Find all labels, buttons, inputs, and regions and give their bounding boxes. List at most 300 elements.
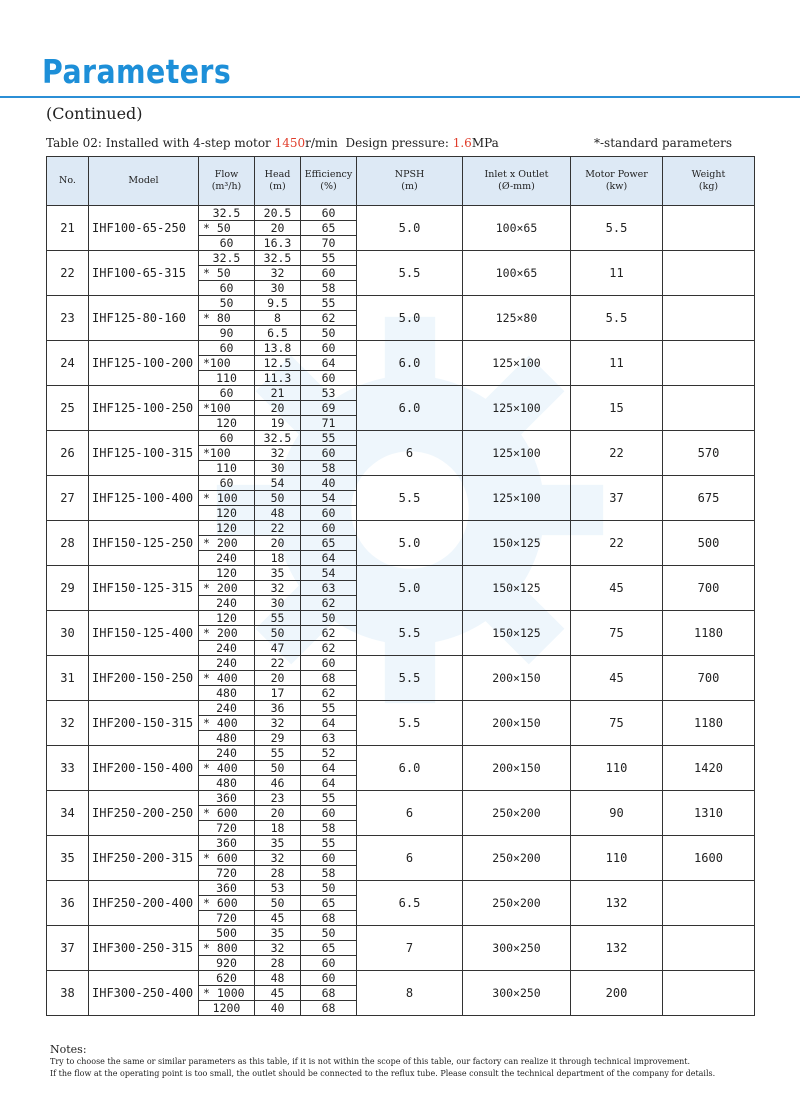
- model-cell: IHF125-100-400: [89, 476, 199, 521]
- head-cell: 32: [255, 851, 301, 866]
- col-header: No.: [47, 157, 89, 206]
- flow-cell: 60: [199, 386, 255, 401]
- model-cell: IHF125-80-160: [89, 296, 199, 341]
- head-cell: 35: [255, 566, 301, 581]
- flow-cell: * 50: [199, 266, 255, 281]
- flow-cell: * 600: [199, 896, 255, 911]
- flow-cell: 120: [199, 521, 255, 536]
- inlet-outlet-cell: 250×200: [463, 836, 571, 881]
- flow-cell: * 800: [199, 941, 255, 956]
- flow-cell: 60: [199, 431, 255, 446]
- flow-cell: 240: [199, 656, 255, 671]
- npsh-cell: 5.5: [357, 251, 463, 296]
- efficiency-cell: 60: [301, 506, 357, 521]
- row-number: 22: [47, 251, 89, 296]
- head-cell: 13.8: [255, 341, 301, 356]
- inlet-outlet-cell: 200×150: [463, 656, 571, 701]
- head-cell: 20: [255, 671, 301, 686]
- npsh-cell: 6: [357, 791, 463, 836]
- inlet-outlet-cell: 150×125: [463, 611, 571, 656]
- table-row: [47, 251, 755, 266]
- efficiency-cell: 64: [301, 761, 357, 776]
- motor-power-cell: 110: [571, 746, 663, 791]
- head-cell: 20: [255, 221, 301, 236]
- table-row: [47, 836, 755, 851]
- head-cell: 32.5: [255, 431, 301, 446]
- npsh-cell: 7: [357, 926, 463, 971]
- model-cell: IHF100-65-315: [89, 251, 199, 296]
- col-header: Head (m): [255, 157, 301, 206]
- efficiency-cell: 60: [301, 971, 357, 986]
- row-number: 33: [47, 746, 89, 791]
- efficiency-cell: 60: [301, 956, 357, 971]
- efficiency-cell: 63: [301, 731, 357, 746]
- motor-power-cell: 15: [571, 386, 663, 431]
- flow-cell: 120: [199, 611, 255, 626]
- efficiency-cell: 64: [301, 356, 357, 371]
- inlet-outlet-cell: 125×100: [463, 386, 571, 431]
- efficiency-cell: 53: [301, 386, 357, 401]
- speed-unit: r/min: [305, 136, 338, 150]
- npsh-cell: 5.5: [357, 701, 463, 746]
- inlet-outlet-cell: 250×200: [463, 791, 571, 836]
- npsh-cell: 6.0: [357, 746, 463, 791]
- flow-cell: * 1000: [199, 986, 255, 1001]
- table-row: [47, 656, 755, 671]
- page-title: Parameters: [42, 52, 232, 91]
- table-header-row: [47, 157, 755, 206]
- npsh-cell: 6.0: [357, 386, 463, 431]
- npsh-cell: 5.5: [357, 476, 463, 521]
- model-cell: IHF200-150-400: [89, 746, 199, 791]
- flow-cell: 60: [199, 341, 255, 356]
- flow-cell: 120: [199, 416, 255, 431]
- table-row: [47, 521, 755, 536]
- efficiency-cell: 52: [301, 746, 357, 761]
- head-cell: 55: [255, 746, 301, 761]
- col-header: Inlet x Outlet (Ø-mm): [463, 157, 571, 206]
- efficiency-cell: 62: [301, 686, 357, 701]
- head-cell: 40: [255, 1001, 301, 1016]
- col-header: Weight (kg): [663, 157, 755, 206]
- head-cell: 19: [255, 416, 301, 431]
- head-cell: 12.5: [255, 356, 301, 371]
- model-cell: IHF125-100-250: [89, 386, 199, 431]
- head-cell: 22: [255, 656, 301, 671]
- efficiency-cell: 50: [301, 611, 357, 626]
- pressure-value: 1.6: [452, 136, 472, 150]
- flow-cell: 60: [199, 236, 255, 251]
- efficiency-cell: 65: [301, 896, 357, 911]
- flow-cell: 240: [199, 746, 255, 761]
- weight-cell: 1420: [663, 746, 755, 791]
- motor-power-cell: 11: [571, 341, 663, 386]
- weight-cell: 675: [663, 476, 755, 521]
- head-cell: 55: [255, 611, 301, 626]
- note-line: Try to choose the same or similar parameters as this table, if it is not within the scope of this table, our factory can realize it through technical improvement.: [50, 1057, 691, 1066]
- head-cell: 53: [255, 881, 301, 896]
- head-cell: 32: [255, 266, 301, 281]
- efficiency-cell: 68: [301, 986, 357, 1001]
- head-cell: 28: [255, 866, 301, 881]
- weight-cell: 1600: [663, 836, 755, 881]
- table-row: [47, 476, 755, 491]
- efficiency-cell: 60: [301, 206, 357, 221]
- flow-cell: 240: [199, 701, 255, 716]
- head-cell: 45: [255, 986, 301, 1001]
- efficiency-cell: 40: [301, 476, 357, 491]
- head-cell: 30: [255, 596, 301, 611]
- efficiency-cell: 65: [301, 221, 357, 236]
- flow-cell: 360: [199, 791, 255, 806]
- pressure-unit: MPa: [471, 136, 499, 150]
- row-number: 25: [47, 386, 89, 431]
- efficiency-cell: 54: [301, 491, 357, 506]
- flow-cell: * 50: [199, 221, 255, 236]
- npsh-cell: 5.0: [357, 206, 463, 251]
- motor-power-cell: 132: [571, 881, 663, 926]
- efficiency-cell: 60: [301, 446, 357, 461]
- motor-power-cell: 90: [571, 791, 663, 836]
- row-number: 24: [47, 341, 89, 386]
- title-divider: [0, 96, 800, 98]
- head-cell: 32: [255, 581, 301, 596]
- efficiency-cell: 55: [301, 836, 357, 851]
- flow-cell: 90: [199, 326, 255, 341]
- efficiency-cell: 60: [301, 266, 357, 281]
- flow-cell: 480: [199, 731, 255, 746]
- npsh-cell: 5.0: [357, 296, 463, 341]
- npsh-cell: 6: [357, 836, 463, 881]
- table-row: [47, 746, 755, 761]
- row-number: 37: [47, 926, 89, 971]
- head-cell: 32: [255, 941, 301, 956]
- table-row: [47, 431, 755, 446]
- table-row: [47, 611, 755, 626]
- efficiency-cell: 55: [301, 701, 357, 716]
- head-cell: 30: [255, 461, 301, 476]
- table-row: [47, 386, 755, 401]
- head-cell: 20: [255, 806, 301, 821]
- head-cell: 22: [255, 521, 301, 536]
- notes-heading: Notes:: [50, 1043, 87, 1056]
- flow-cell: 32.5: [199, 206, 255, 221]
- flow-cell: * 200: [199, 581, 255, 596]
- efficiency-cell: 64: [301, 716, 357, 731]
- head-cell: 17: [255, 686, 301, 701]
- flow-cell: * 600: [199, 851, 255, 866]
- speed-value: 1450: [274, 136, 306, 150]
- flow-cell: 240: [199, 551, 255, 566]
- col-header: Flow (m³/h): [199, 157, 255, 206]
- inlet-outlet-cell: 150×125: [463, 566, 571, 611]
- head-cell: 32: [255, 446, 301, 461]
- efficiency-cell: 60: [301, 806, 357, 821]
- table-body: [47, 206, 755, 1016]
- model-cell: IHF250-200-400: [89, 881, 199, 926]
- col-header: Motor Power (kw): [571, 157, 663, 206]
- motor-power-cell: 5.5: [571, 206, 663, 251]
- flow-cell: 720: [199, 911, 255, 926]
- row-number: 23: [47, 296, 89, 341]
- flow-cell: 500: [199, 926, 255, 941]
- head-cell: 30: [255, 281, 301, 296]
- standard-note: *-standard parameters: [594, 136, 733, 150]
- flow-cell: 120: [199, 566, 255, 581]
- head-cell: 54: [255, 476, 301, 491]
- efficiency-cell: 64: [301, 776, 357, 791]
- efficiency-cell: 62: [301, 626, 357, 641]
- efficiency-cell: 62: [301, 596, 357, 611]
- flow-cell: * 400: [199, 716, 255, 731]
- flow-cell: 480: [199, 686, 255, 701]
- notes: [50, 1044, 715, 1080]
- weight-cell: 570: [663, 431, 755, 476]
- flow-cell: 620: [199, 971, 255, 986]
- head-cell: 8: [255, 311, 301, 326]
- head-cell: 21: [255, 386, 301, 401]
- flow-cell: 110: [199, 371, 255, 386]
- flow-cell: *100: [199, 356, 255, 371]
- head-cell: 20: [255, 536, 301, 551]
- flow-cell: 920: [199, 956, 255, 971]
- head-cell: 23: [255, 791, 301, 806]
- flow-cell: * 100: [199, 491, 255, 506]
- model-cell: IHF125-100-315: [89, 431, 199, 476]
- efficiency-cell: 60: [301, 656, 357, 671]
- inlet-outlet-cell: 200×150: [463, 746, 571, 791]
- flow-cell: 60: [199, 281, 255, 296]
- model-cell: IHF300-250-315: [89, 926, 199, 971]
- model-cell: IHF250-200-250: [89, 791, 199, 836]
- flow-cell: 110: [199, 461, 255, 476]
- efficiency-cell: 55: [301, 296, 357, 311]
- motor-power-cell: 37: [571, 476, 663, 521]
- motor-power-cell: 110: [571, 836, 663, 881]
- head-cell: 35: [255, 836, 301, 851]
- row-number: 29: [47, 566, 89, 611]
- row-number: 30: [47, 611, 89, 656]
- efficiency-cell: 60: [301, 341, 357, 356]
- inlet-outlet-cell: 125×100: [463, 431, 571, 476]
- head-cell: 28: [255, 956, 301, 971]
- row-number: 31: [47, 656, 89, 701]
- row-number: 36: [47, 881, 89, 926]
- efficiency-cell: 71: [301, 416, 357, 431]
- caption-prefix: Table 02: Installed with 4-step motor: [46, 136, 275, 150]
- head-cell: 45: [255, 911, 301, 926]
- row-number: 35: [47, 836, 89, 881]
- npsh-cell: 6: [357, 431, 463, 476]
- efficiency-cell: 69: [301, 401, 357, 416]
- motor-power-cell: 132: [571, 926, 663, 971]
- model-cell: IHF125-100-200: [89, 341, 199, 386]
- inlet-outlet-cell: 100×65: [463, 206, 571, 251]
- head-cell: 48: [255, 971, 301, 986]
- head-cell: 46: [255, 776, 301, 791]
- flow-cell: 240: [199, 641, 255, 656]
- weight-cell: 1310: [663, 791, 755, 836]
- inlet-outlet-cell: 125×100: [463, 341, 571, 386]
- subtitle: (Continued): [46, 104, 143, 123]
- flow-cell: 360: [199, 836, 255, 851]
- motor-power-cell: 200: [571, 971, 663, 1016]
- row-number: 32: [47, 701, 89, 746]
- head-cell: 50: [255, 761, 301, 776]
- flow-cell: 50: [199, 296, 255, 311]
- head-cell: 6.5: [255, 326, 301, 341]
- head-cell: 20: [255, 401, 301, 416]
- weight-cell: [663, 341, 755, 386]
- col-header: NPSH (m): [357, 157, 463, 206]
- efficiency-cell: 54: [301, 566, 357, 581]
- weight-cell: [663, 881, 755, 926]
- head-cell: 32: [255, 716, 301, 731]
- npsh-cell: 5.0: [357, 566, 463, 611]
- inlet-outlet-cell: 100×65: [463, 251, 571, 296]
- model-cell: IHF100-65-250: [89, 206, 199, 251]
- head-cell: 48: [255, 506, 301, 521]
- efficiency-cell: 70: [301, 236, 357, 251]
- model-cell: IHF200-150-315: [89, 701, 199, 746]
- model-cell: IHF150-125-400: [89, 611, 199, 656]
- table-row: [47, 881, 755, 896]
- flow-cell: *100: [199, 401, 255, 416]
- head-cell: 11.3: [255, 371, 301, 386]
- efficiency-cell: 55: [301, 791, 357, 806]
- table-row: [47, 566, 755, 581]
- efficiency-cell: 68: [301, 911, 357, 926]
- row-number: 28: [47, 521, 89, 566]
- inlet-outlet-cell: 250×200: [463, 881, 571, 926]
- inlet-outlet-cell: 125×100: [463, 476, 571, 521]
- inlet-outlet-cell: 300×250: [463, 926, 571, 971]
- weight-cell: [663, 386, 755, 431]
- inlet-outlet-cell: 125×80: [463, 296, 571, 341]
- model-cell: IHF150-125-315: [89, 566, 199, 611]
- motor-power-cell: 75: [571, 611, 663, 656]
- head-cell: 50: [255, 491, 301, 506]
- motor-power-cell: 45: [571, 566, 663, 611]
- flow-cell: * 80: [199, 311, 255, 326]
- head-cell: 50: [255, 626, 301, 641]
- col-header: Efficiency (%): [301, 157, 357, 206]
- efficiency-cell: 58: [301, 461, 357, 476]
- weight-cell: 700: [663, 566, 755, 611]
- weight-cell: [663, 251, 755, 296]
- flow-cell: 32.5: [199, 251, 255, 266]
- row-number: 26: [47, 431, 89, 476]
- efficiency-cell: 50: [301, 881, 357, 896]
- table-row: [47, 926, 755, 941]
- head-cell: 47: [255, 641, 301, 656]
- weight-cell: [663, 926, 755, 971]
- flow-cell: 60: [199, 476, 255, 491]
- head-cell: 9.5: [255, 296, 301, 311]
- model-cell: IHF300-250-400: [89, 971, 199, 1016]
- efficiency-cell: 62: [301, 311, 357, 326]
- inlet-outlet-cell: 200×150: [463, 701, 571, 746]
- efficiency-cell: 55: [301, 431, 357, 446]
- efficiency-cell: 63: [301, 581, 357, 596]
- head-cell: 32.5: [255, 251, 301, 266]
- efficiency-cell: 50: [301, 326, 357, 341]
- flow-cell: * 600: [199, 806, 255, 821]
- motor-power-cell: 11: [571, 251, 663, 296]
- flow-cell: * 200: [199, 626, 255, 641]
- efficiency-cell: 65: [301, 536, 357, 551]
- efficiency-cell: 58: [301, 821, 357, 836]
- model-cell: IHF250-200-315: [89, 836, 199, 881]
- parameters-table: [46, 156, 755, 1016]
- weight-cell: 700: [663, 656, 755, 701]
- npsh-cell: 8: [357, 971, 463, 1016]
- npsh-cell: 6.0: [357, 341, 463, 386]
- flow-cell: 720: [199, 821, 255, 836]
- flow-cell: 360: [199, 881, 255, 896]
- flow-cell: 1200: [199, 1001, 255, 1016]
- npsh-cell: 5.5: [357, 656, 463, 701]
- efficiency-cell: 58: [301, 866, 357, 881]
- motor-power-cell: 22: [571, 431, 663, 476]
- efficiency-cell: 68: [301, 671, 357, 686]
- row-number: 34: [47, 791, 89, 836]
- efficiency-cell: 55: [301, 251, 357, 266]
- table-row: [47, 791, 755, 806]
- head-cell: 29: [255, 731, 301, 746]
- weight-cell: [663, 206, 755, 251]
- flow-cell: 240: [199, 596, 255, 611]
- efficiency-cell: 50: [301, 926, 357, 941]
- flow-cell: * 200: [199, 536, 255, 551]
- efficiency-cell: 68: [301, 1001, 357, 1016]
- efficiency-cell: 60: [301, 851, 357, 866]
- weight-cell: [663, 296, 755, 341]
- table-row: [47, 971, 755, 986]
- flow-cell: * 400: [199, 671, 255, 686]
- head-cell: 50: [255, 896, 301, 911]
- table-row: [47, 206, 755, 221]
- row-number: 27: [47, 476, 89, 521]
- table-row: [47, 701, 755, 716]
- npsh-cell: 5.0: [357, 521, 463, 566]
- row-number: 38: [47, 971, 89, 1016]
- head-cell: 35: [255, 926, 301, 941]
- efficiency-cell: 62: [301, 641, 357, 656]
- pressure-label: Design pressure:: [345, 136, 453, 150]
- head-cell: 36: [255, 701, 301, 716]
- head-cell: 20.5: [255, 206, 301, 221]
- weight-cell: 1180: [663, 611, 755, 656]
- motor-power-cell: 75: [571, 701, 663, 746]
- npsh-cell: 6.5: [357, 881, 463, 926]
- head-cell: 18: [255, 821, 301, 836]
- flow-cell: 120: [199, 506, 255, 521]
- model-cell: IHF150-125-250: [89, 521, 199, 566]
- weight-cell: [663, 971, 755, 1016]
- col-header: Model: [89, 157, 199, 206]
- flow-cell: 480: [199, 776, 255, 791]
- efficiency-cell: 58: [301, 281, 357, 296]
- table-row: [47, 341, 755, 356]
- row-number: 21: [47, 206, 89, 251]
- inlet-outlet-cell: 150×125: [463, 521, 571, 566]
- table-caption: [46, 136, 499, 150]
- efficiency-cell: 60: [301, 371, 357, 386]
- head-cell: 16.3: [255, 236, 301, 251]
- motor-power-cell: 45: [571, 656, 663, 701]
- weight-cell: 500: [663, 521, 755, 566]
